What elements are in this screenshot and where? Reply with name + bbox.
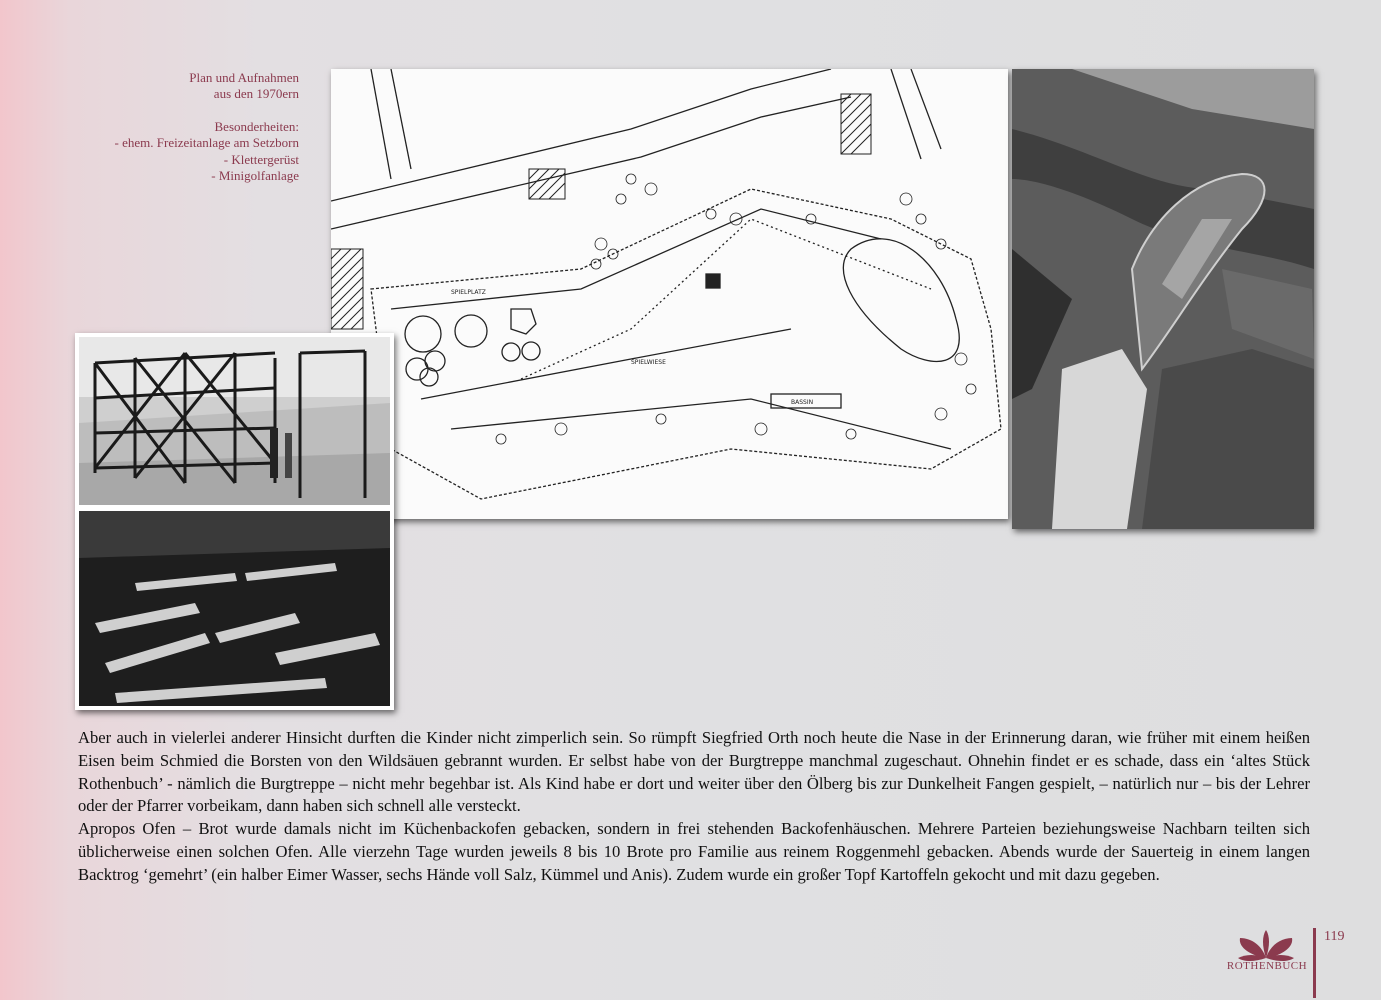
body-text [78,727,1310,887]
aerial-photo [1012,69,1314,529]
caption-line-2: aus den 1970ern [213,86,299,102]
page-number: 119 [1324,929,1345,944]
caption [39,70,299,184]
page-number-divider [1313,928,1316,998]
rothenbuch-leaf-logo-icon [1222,928,1310,990]
caption-item: - ehem. Freizeitanlage am Setzborn [114,135,299,151]
caption-line-1: Plan und Aufnahmen [189,70,299,85]
caption-item: - Klettergerüst [223,151,299,167]
plan-label-spielwiese: SPIELWIESE [631,359,666,366]
photos-climbing-minigolf [75,333,394,710]
caption-heading: Besonderheiten: [214,118,299,134]
paragraph-2: Apropos Ofen – Brot wurde damals nicht im Küchenbackofen gebacken, sondern in frei stehenden Backofenhäuschen. Mehrere Parteien beziehungsweise Nachbarn teilten sich üblicherweise einen solchen Ofen. Alle vierzehn Tage wurden jeweils 8 bis 10 Brote pro Familie aus reinem Roggenmehl gebacken. Abends wurde der Sauerteig in einem langen Backtrog ‘gemehrt’ (ein halber Eimer Wasser, sechs Hände voll Salz, Kümmel und Anis). Zudem wurde ein großer Topf Kartoffeln gekocht und mit dazu gegeben. [78,819,1310,884]
plan-label-spielplatz: SPIELPLATZ [451,289,486,296]
logo-text: ROTHENBUCH [1226,960,1308,972]
plan-label-bassin: BASSIN [791,399,814,406]
site-plan-image [331,69,1008,519]
paragraph-1: Aber auch in vielerlei anderer Hinsicht durften die Kinder nicht zimperlich sein. So rümpft Siegfried Orth noch heute die Nase in der Erinnerung daran, wie früher mit einem heißen Eisen beim Schmied die Borsten von den Wildsäuen gebrannt wurden. Er selbst habe von der Burgtreppe manchmal zugeschaut. Ohnehin findet er es schade, dass ein ‘altes Stück Rothenbuch’ - nämlich die Burgtreppe – nicht mehr begehbar ist. Als Kind habe er dort und weiter über den Ölberg bis zur Dunkelheit Fangen gespielt, – natürlich nur – bis der Lehrer oder der Pfarrer vorbeikam, dann haben sich schnell alle versteckt. [78,728,1310,816]
caption-item: - Minigolfanlage [211,168,299,184]
